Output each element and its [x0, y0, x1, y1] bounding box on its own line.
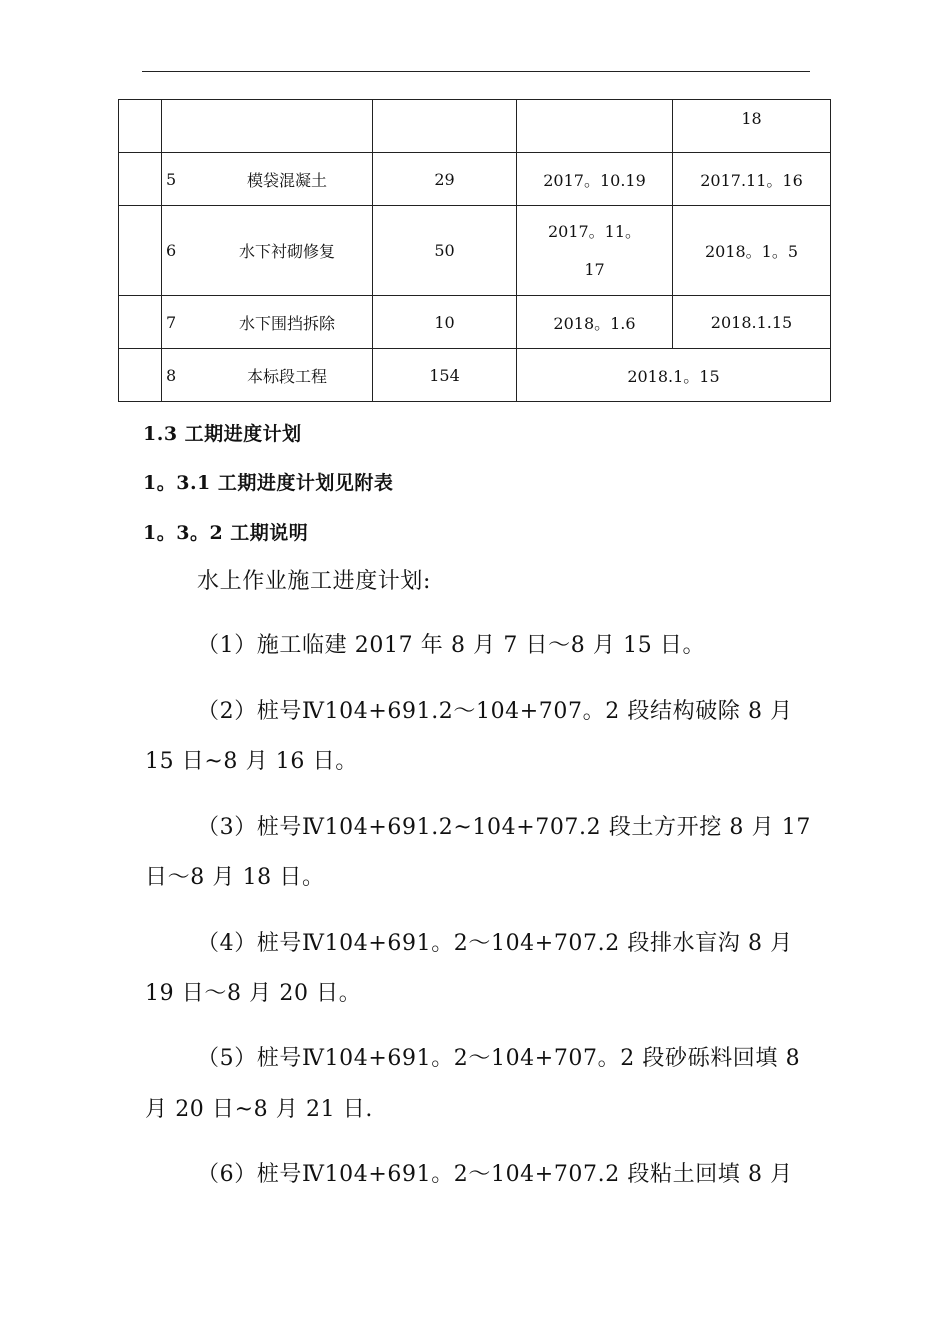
item-3-line-1: （3）桩号Ⅳ104+691.2~104+707.2 段土方开挖 8 月 17 [197, 815, 811, 840]
item-number: 7 [166, 312, 177, 332]
subsection-heading: 1。3.1 工期进度计划见附表 [143, 472, 394, 494]
item-1: （1）施工临建 2017 年 8 月 7 日～8 月 15 日。 [197, 633, 706, 658]
item-name: 模袋混凝土 [246, 170, 327, 190]
table-cell-days: 10 [373, 296, 517, 349]
table-cell-merged-date: 2018.1。15 [517, 349, 831, 402]
item-name: 水下围挡拆除 [238, 313, 335, 333]
table-cell [162, 100, 373, 153]
table-cell [119, 296, 162, 349]
table-cell [517, 100, 673, 153]
item-name: 本标段工程 [246, 366, 327, 386]
table-cell-end-date: 18 [673, 100, 831, 153]
item-number: 6 [166, 241, 177, 260]
table-cell-days: 50 [373, 206, 517, 296]
item-5-line-2: 月 20 日~8 月 21 日. [145, 1097, 373, 1122]
item-3-line-2: 日～8 月 18 日。 [145, 865, 325, 890]
item-6-line-1: （6）桩号Ⅳ104+691。2～104+707.2 段粘土回填 8 月 [197, 1162, 793, 1187]
table-row [119, 153, 831, 206]
table-cell-start-date: 2018。1.6 [517, 296, 673, 349]
section-heading: 1.3 工期进度计划 [143, 423, 302, 445]
item-number: 8 [166, 365, 177, 385]
table-row [119, 349, 831, 402]
item-2-line-2: 15 日~8 月 16 日。 [145, 749, 358, 774]
table-cell-start-date: 2017。11。 17 [517, 206, 673, 296]
table-cell [119, 153, 162, 206]
table-cell-item [162, 206, 373, 296]
table-cell-end-date: 2018。1。5 [673, 206, 831, 296]
table-cell-item [162, 153, 373, 206]
item-4-line-1: （4）桩号Ⅳ104+691。2～104+707.2 段排水盲沟 8 月 [197, 931, 793, 956]
table-cell-end-date: 2017.11。16 [673, 153, 831, 206]
table-cell [119, 349, 162, 402]
item-name: 水下衬砌修复 [238, 242, 335, 261]
header-rule [142, 71, 810, 72]
table-cell [119, 100, 162, 153]
table-cell [373, 100, 517, 153]
item-4-line-2: 19 日～8 月 20 日。 [145, 981, 362, 1006]
table-cell-days: 154 [373, 349, 517, 402]
table-cell-item [162, 349, 373, 402]
table-row [119, 206, 831, 296]
item-2-line-1: （2）桩号Ⅳ104+691.2～104+707。2 段结构破除 8 月 [197, 699, 793, 724]
schedule-table [118, 99, 831, 402]
table-cell-start-date: 2017。10.19 [517, 153, 673, 206]
table-cell-item [162, 296, 373, 349]
subsection-heading: 1。3。2 工期说明 [143, 522, 309, 544]
item-number: 5 [166, 169, 177, 189]
item-5-line-1: （5）桩号Ⅳ104+691。2～104+707。2 段砂砾料回填 8 [197, 1046, 801, 1071]
table-cell-end-date: 2018.1.15 [673, 296, 831, 349]
table-row [119, 100, 831, 153]
intro-paragraph: 水上作业施工进度计划: [197, 569, 432, 594]
table-row [119, 296, 831, 349]
table-cell-days: 29 [373, 153, 517, 206]
table-cell [119, 206, 162, 296]
